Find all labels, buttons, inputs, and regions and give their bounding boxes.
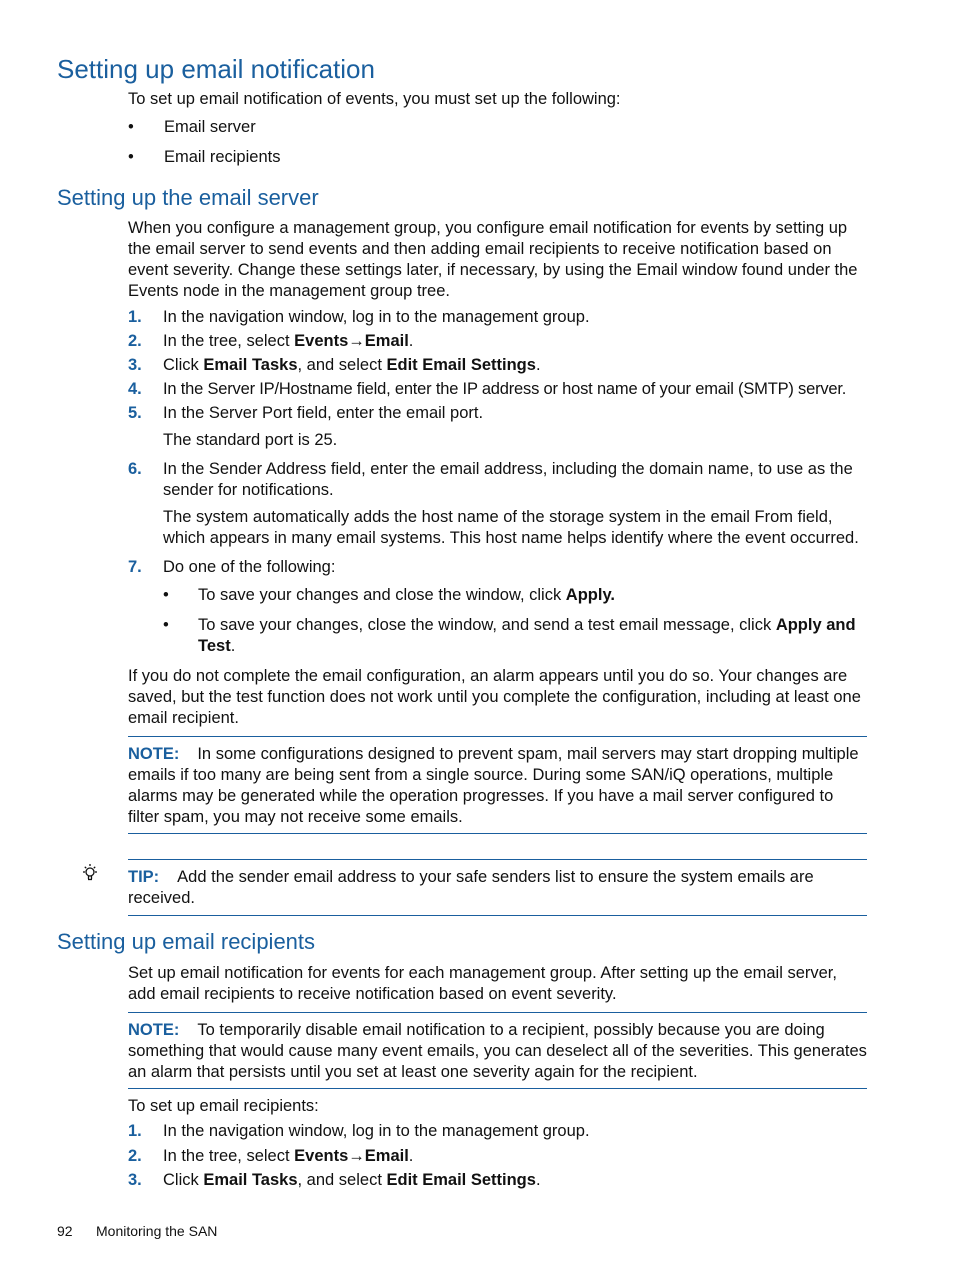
section-heading-email-recipients: Setting up email recipients: [57, 929, 316, 954]
bullet-marker: •: [128, 148, 134, 166]
note-box: [128, 744, 868, 828]
note-bottom-rule: [128, 1088, 867, 1089]
note-box: [128, 1020, 868, 1083]
tip-text: Add the sender email address to your safe senders list to ensure the system emails are received.: [128, 868, 814, 907]
tip-label: TIP:: [128, 868, 160, 886]
section-paragraph: When you configure a management group, you configure email notification for events by setting up the email server to send events and then adding email recipients to receive notification based on event severity. Change these settings later, if necessary, by using the Email window found under the Events node in the management group tree.: [128, 219, 858, 300]
section-heading-email-server: Setting up the email server: [57, 185, 319, 210]
section-paragraph: Set up email notification for events for each management group. After setting up the email server, add email recipients to receive notification based on event severity.: [128, 964, 837, 1003]
tip-box: [128, 867, 868, 909]
note-bottom-rule: [128, 833, 867, 834]
section-paragraph: If you do not complete the email configuration, an alarm appears until you do so. Your changes are saved, but the test function does not work until you complete the configuration, including at least one email recipient.: [128, 667, 861, 727]
note-text: To temporarily disable email notification to a recipient, possibly because you are doing something that would cause many event emails, you can deselect all of the severities. This generates an alarm that persists until you set at least one severity again for the recipient.: [128, 1021, 867, 1081]
page-title: Setting up email notification: [57, 54, 375, 84]
page-number: 92: [57, 1223, 73, 1239]
intro-text: To set up email notification of events, you must set up the following:: [128, 90, 621, 108]
bullet-marker: •: [128, 118, 134, 136]
note-label: NOTE:: [128, 745, 180, 763]
steps-lead-text: To set up email recipients:: [128, 1097, 319, 1115]
tip-top-rule: [128, 859, 867, 860]
note-label: NOTE:: [128, 1021, 180, 1039]
note-text: In some configurations designed to prevent spam, mail servers may start dropping multiple emails if too many are being sent from a single source. During some SAN/iQ operations, multiple alarms may be generated while the operation progresses. If you have a mail server configured to filter spam, you may not receive some emails.: [128, 745, 859, 826]
note-top-rule: [128, 1012, 867, 1013]
bullet-marker: •: [163, 586, 169, 604]
bullet-marker: •: [163, 616, 169, 634]
document-page: Setting up email notification To set up email notification of events, you must set up the following: • Email server • Email recipients Setting up the email server When you configure a management group, you configure email notification for events by setting up the email server to send events and then adding email recipients to receive notification based on event severity. Change these settings later, if necessary, by using the Email window found under the Events node in the management group tree. 1. In the navigation window, log in to the management group. 2. In the tree, select Events→Email. 3. Click Email Tasks, and select Edit Email Settings. 4. In the Server IP/Hostname field, enter the IP address or host name of your email (SMTP) server. 5. In the Server Port field, enter the email port. The standard port is 25. 6. In the Sender Address field, enter the email address, including the domain name, to use as the sender for notifications. The system automatically adds the host name of the storage system in the email From field, which appears in many email systems. This host name helps identify where the event occurred. 7. Do one of the following: • To save your changes and close the window, click Apply. • To save your changes, close the window, and send a test email message, click Apply and Test. If you do not complete the email configuration, an alarm appears until you do so. Your changes are saved, but the test function does not work until you complete the configuration, including at least one email recipient. NOTE: In some configurations designed to prevent spam, mail servers may start dropping multiple emails if too many are being sent from a single source. During some SAN/iQ operations, multiple alarms may be generated while the operation progresses. If you have a mail server configured to filter spam, you may not receive some emails. TIP: Add the sender email address to your safe senders list to ensure the system emails are received. Setting up email recipients Set up email notification for events for each management group. After setting up the email server, add email recipients to receive notification based on event severity. NOTE: To temporarily disable email notification to a recipient, possibly because you are doing something that would cause many event emails, you can deselect all of the severities. This generates an alarm that persists until you set at least one severity again for the recipient. To set up email recipients: 1. In the navigation window, log in to the management group. 2. In the tree, select Events→Email. 3. Click Email Tasks, and select Edit Email Settings. 92 Monitoring the SAN: [57, 54, 867, 1239]
tip-bottom-rule: [128, 915, 867, 916]
step-detail: The standard port is 25.: [163, 431, 338, 449]
step-detail: The system automatically adds the host name of the storage system in the email From field, which appears in many email systems. This host name helps identify where the event occurred.: [163, 508, 859, 547]
note-top-rule: [128, 736, 867, 737]
footer-section-title: Monitoring the SAN: [96, 1223, 218, 1239]
lightbulb-icon: [80, 862, 100, 884]
